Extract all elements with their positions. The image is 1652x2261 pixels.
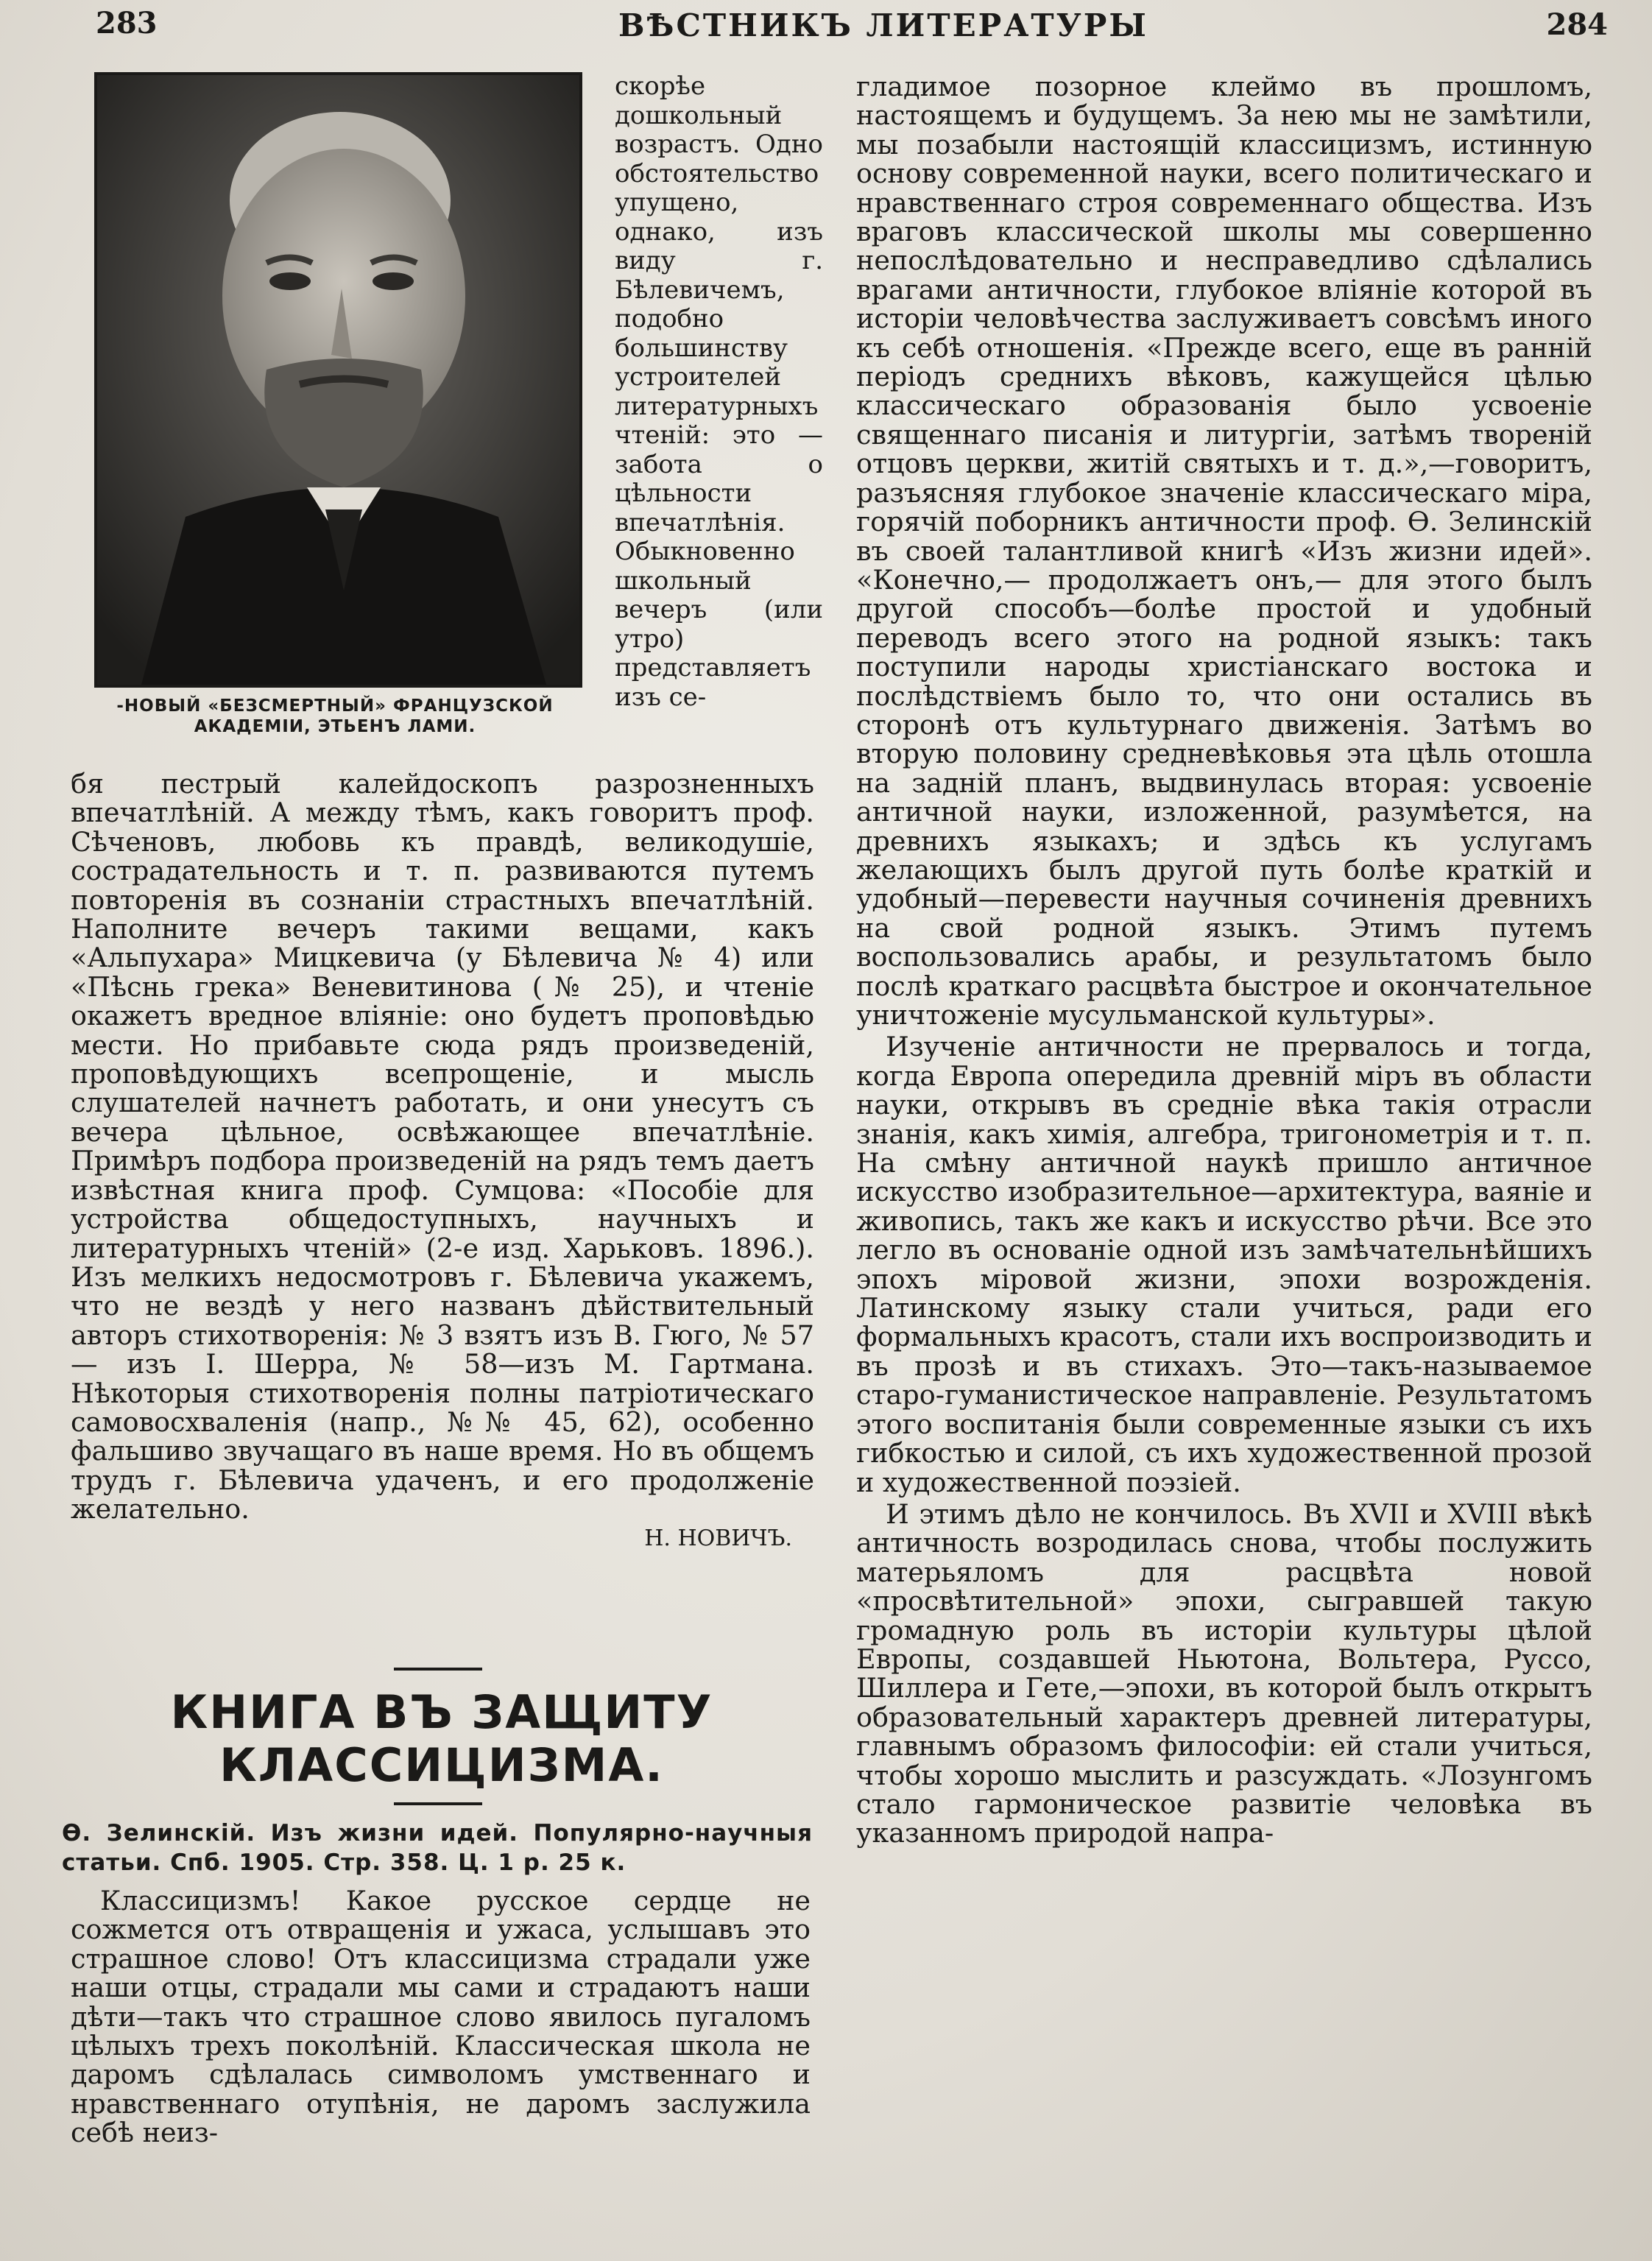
journal-title: ВѢСТНИКЪ ЛИТЕРАТУРЫ [618,7,1148,43]
portrait-photo [94,72,582,688]
portrait-illustration [97,75,579,685]
page-number-right: 284 [1546,7,1608,42]
review-paragraph: бя пестрый калейдоскопъ разрозненныхъ впечатлѣній. А между тѣмъ, какъ говоритъ проф. Сѣченовъ, любовь къ правдѣ, великодушіе, сострадательность и т. п. развиваются путемъ повторенія въ сознаніи страстныхъ впечатлѣній. Наполните вечеръ такими вещами, какъ «Альпухара» Мицкевича (у Бѣлевича № 4) или «Пѣснь грека» Веневитинова (№ 25), и чтеніе окажетъ вредное вліяніе: оно будетъ проповѣдью мести. Но прибавьте сюда рядъ произведеній, проповѣдующихъ всепрощеніе, и мысль слушателей начнетъ работать, и они унесутъ съ вечера цѣльное, освѣжающее впечатлѣніе. Примѣръ подбора произведеній на рядъ темъ даетъ извѣстная книга проф. Сумцова: «Пособіе для устройства общедоступныхъ, научныхъ и литературныхъ чтеній» (2-е изд. Харьковъ. 1896.). Изъ мелкихъ недосмотровъ г. Бѣлевича укажемъ, что не вездѣ у него названъ дѣйствительный авторъ стихотворенія: № 3 взятъ изъ В. Гюго, № 57— изъ І. Шерра, № 58—изъ М. Гартмана. Нѣкоторыя стихотворенія полны патріотическаго самовосхваленія (напр., №№ 45, 62), особенно фальшиво звучащаго въ наше время. Но въ общемъ трудъ г. Бѣлевича удаченъ, и его продолженіе желательно. [71,768,814,1525]
divider [394,1668,482,1671]
right-paragraph-2: Изученіе античности не прервалось и тогда, когда Европа опередила древній міръ въ области науки, открывъ въ средніе вѣка такія отрасли знанія, какъ химія, алгебра, тригонометрія и т. п. На смѣну античной наукѣ пришло античное искусство изобразительное—архитектура, ваяніе и живопись, такъ же какъ и искусство рѣчи. Все это легло въ основаніе одной изъ замѣчательнѣйшихъ эпохъ міровой жизни, эпохи возрожденія. Латинскому языку стали учиться, ради его формальныхъ красотъ, стали ихъ воспроизводить и въ прозѣ и въ стихахъ. Это—такъ-называемое старо-гуманистическое направленіе. Результатомъ этого воспитанія были современные языки съ ихъ гибкостью и силой, съ ихъ художественной прозой и художественной поэзіей. [856,1031,1592,1498]
right-paragraph-3: И этимъ дѣло не кончилось. Въ XVII и XVIII вѣкѣ античность возродилась снова, чтобы послужить матерьяломъ для расцвѣта новой «просвѣтительной» эпохи, сыгравшей такую громадную роль въ исторіи культуры цѣлой Европы, создавшей Ньютона, Вольтера, Руссо, Шиллера и Гете,—эпохи, въ которой былъ открытъ образовательный характеръ древней литературы, главнымъ образомъ философіи: ей стали учиться, чтобы хорошо мыслить и разсуждать. «Лозунгомъ стало гармоническое развитіе человѣка въ указанномъ природой напра- [856,1498,1592,1849]
left-column [71,769,814,1553]
page-number-left: 283 [96,6,158,40]
narrow-column-text: скорѣе дошкольный возрастъ. Одно обстоятельство упущено, однако, изъ виду г. Бѣлевичемъ, подобно большинству устроителей литературныхъ чтеній: это — забота о цѣльности впечатлѣнія. Обыкновенно школьный вечеръ (или утро) представляетъ изъ се- [615,71,823,712]
photo-caption: -НОВЫЙ «БЕЗСМЕРТНЫЙ» ФРАНЦУЗСКОЙ АКАДЕМІИ, ЭТЬЕНЪ ЛАМИ. [116,696,554,736]
article-opening [71,1886,811,2148]
article-title: КНИГА ВЪ ЗАЩИТУ КЛАССИЦИЗМА. [170,1685,713,1792]
divider [394,1802,482,1805]
running-header [0,0,1652,59]
right-column [856,72,1592,1848]
author-signature: Н. НОВИЧЪ. [644,1525,792,1551]
right-paragraph-1: гладимое позорное клеймо въ прошломъ, настоящемъ и будущемъ. За нею мы не замѣтили, мы позабыли настоящій классицизмъ, истинную основу современной науки, всего политическаго и нравственнаго строя современнаго общества. Изъ враговъ классической школы мы совершенно непослѣдовательно и несправедливо сдѣлались врагами античности, глубокое вліяніе которой въ исторіи человѣчества заслуживаетъ совсѣмъ иного къ себѣ отношенія. «Прежде всего, еще въ ранній періодъ среднихъ вѣковъ, кажущейся цѣлью классическаго образованія было усвоеніе священнаго писанія и литургіи, затѣмъ твореній отцовъ церкви, житій святыхъ и т. д.»,—говоритъ, разъясняя глубокое значеніе классическаго міра, горячій поборникъ античности проф. Ѳ. Зелинскій въ своей талантливой книгѣ «Изъ жизни идей». «Конечно,— продолжаетъ онъ,— для этого былъ другой способъ—болѣе простой и удобный переводъ всего этого на родной языкъ: такъ поступили народы христіанскаго востока и послѣдствіемъ было то, что они остались въ сторонѣ отъ культурнаго движенія. Затѣмъ во вторую половину средневѣковья эта цѣль отошла на задній планъ, выдвинулась вторая: усвоеніе античной науки, изложенной, разумѣется, на древнихъ языкахъ; и здѣсь къ услугамъ желающихъ былъ другой путь болѣе краткій и удобный—перевести научныя сочиненія древнихъ на свой родной языкъ. Этимъ путемъ воспользовались арабы, и результатомъ было послѣ краткаго расцвѣта быстрое и окончательное уничтоженіе мусульманской культуры». [856,71,1592,1031]
article-paragraph: Классицизмъ! Какое русское сердце не сожмется отъ отвращенія и ужаса, услышавъ это страшное слово! Отъ классицизма страдали уже наши отцы, страдали мы сами и страдаютъ наши дѣти—такъ что страшное слово явилось пугаломъ цѣлыхъ трехъ поколѣній. Классическая школа не даромъ сдѣлалась символомъ умственнаго и нравственнаго отупѣнія, не даромъ заслужила себѣ неиз- [71,1885,811,2149]
book-reference: Ѳ. Зелинскій. Изъ жизни идей. Популярно-научныя статьи. Спб. 1905. Стр. 358. Ц. 1 р. 25 к. [62,1820,813,1876]
